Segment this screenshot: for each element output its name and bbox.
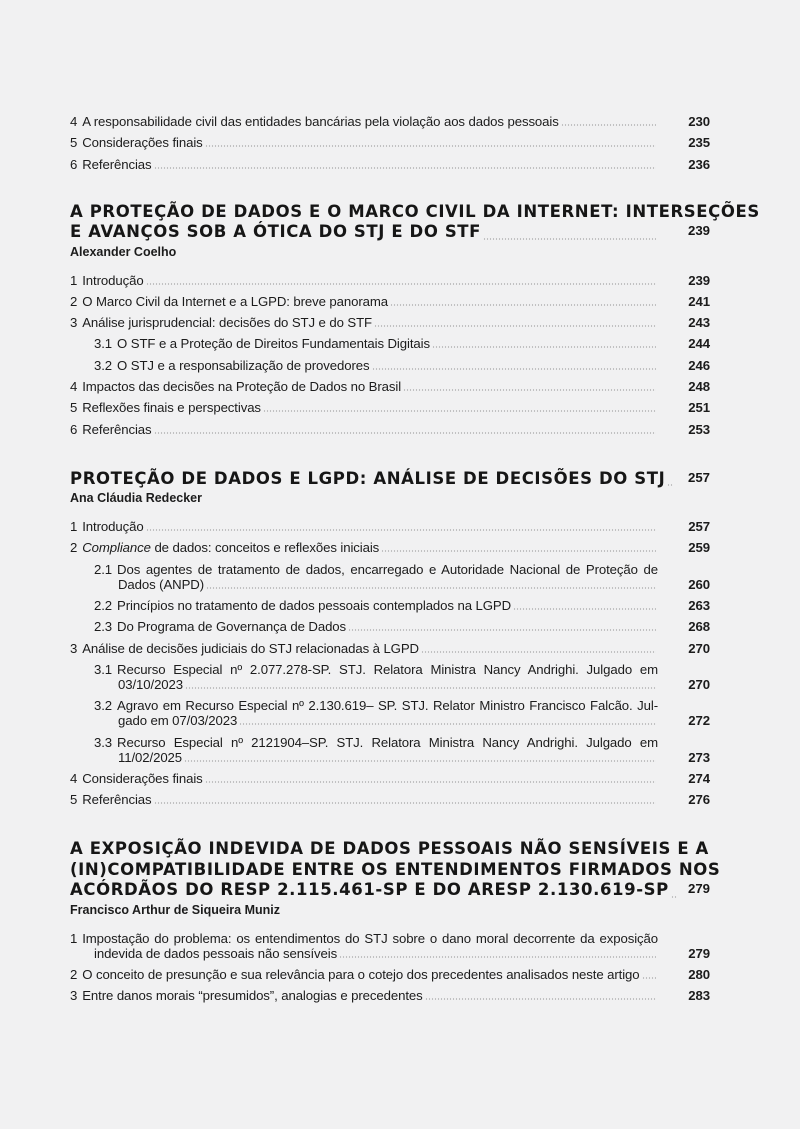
- toc-entry-title: Referências: [82, 156, 152, 172]
- toc-entry[interactable]: 1 Introdução 257: [70, 519, 710, 535]
- toc-page-number: 279: [688, 945, 710, 961]
- toc-page-number: 270: [688, 640, 710, 656]
- toc-subentry[interactable]: 3.2 O STJ e a responsabilização de provedores 246: [94, 357, 710, 373]
- chapter-title[interactable]: A PROTEÇÃO DE DADOS E O MARCO CIVIL DA INTERNET: INTERSEÇÕES E AVANÇOS SOB A ÓTICA DO STJ E DO STF 239: [70, 201, 760, 242]
- toc-entry[interactable]: 2 Compliance de dados: conceitos e reflexões iniciais 259: [70, 540, 710, 556]
- chapter-section: [70, 468, 710, 807]
- toc-page-number: 273: [688, 749, 710, 765]
- toc-page-number: 276: [688, 792, 710, 808]
- toc-entry[interactable]: 3 Análise de decisões judiciais do STJ relacionadas à LGPD 270: [70, 640, 710, 656]
- toc-page-number: 260: [688, 576, 710, 592]
- toc-page-number: 244: [688, 336, 710, 352]
- toc-entry[interactable]: 5 Considerações finais 235: [70, 135, 710, 151]
- chapter-title[interactable]: A EXPOSIÇÃO INDEVIDA DE DADOS PESSOAIS NÃO SENSÍVEIS E A (IN)COMPATIBILIDADE ENTRE OS ENTENDIMENTOS FIRMADOS NOS ACÓRDÃOS DO RESP 2.115.461-SP E DO ARESP 2.130.619-SP 279: [70, 839, 721, 900]
- chapter-page-number: 279: [687, 881, 710, 897]
- toc-page-number: 283: [688, 988, 710, 1004]
- toc-entry[interactable]: 4 Impactos das decisões na Proteção de Dados no Brasil 248: [70, 379, 710, 395]
- toc-subentry[interactable]: 3.1 O STF e a Proteção de Direitos Fundamentais Digitais 244: [94, 336, 710, 352]
- toc-page-number: 272: [688, 713, 710, 729]
- toc-page-number: 246: [688, 357, 710, 373]
- toc-entry[interactable]: 5 Reflexões finais e perspectivas 251: [70, 400, 710, 416]
- chapter-section: [70, 201, 760, 437]
- table-of-contents: [70, 114, 760, 1010]
- toc-entry[interactable]: 1 Impostação do problema: os entendimentos do STJ sobre o dano moral decorrente da exposição indevida de dados pessoais não sensíveis 279: [70, 930, 710, 961]
- toc-entry[interactable]: 5 Referências 276: [70, 792, 710, 808]
- toc-subentry[interactable]: 3.2 Agravo em Recurso Especial nº 2.130.619– SP. STJ. Relator Ministro Francisco Falcão. Jul- gado em 07/03/2023 272: [94, 698, 710, 729]
- toc-entry[interactable]: 6 Referências 253: [70, 421, 710, 437]
- chapter-page-number: 257: [687, 469, 710, 485]
- toc-entry[interactable]: 2 O Marco Civil da Internet e a LGPD: breve panorama 241: [70, 293, 710, 309]
- toc-page-number: 241: [688, 293, 710, 309]
- chapter-author: Alexander Coelho: [70, 244, 177, 259]
- toc-subentry[interactable]: 3.1 Recurso Especial nº 2.077.278-SP. STJ. Relatora Ministra Nancy Andrighi. Julgado em 03/10/2023 270: [94, 661, 710, 692]
- toc-page-number: 243: [688, 315, 710, 331]
- toc-entry-title: A responsabilidade civil das entidades bancárias pela violação aos dados pessoais: [82, 114, 559, 129]
- toc-subentry[interactable]: 2.2 Princípios no tratamento de dados pessoais contemplados na LGPD 263: [94, 598, 710, 614]
- toc-page-number: 251: [688, 400, 710, 416]
- toc-entry[interactable]: 4 Considerações finais 274: [70, 770, 710, 786]
- toc-entry[interactable]: 3 Análise jurisprudencial: decisões do STJ e do STF 243: [70, 315, 710, 331]
- chapter-author: Ana Cláudia Redecker: [70, 491, 202, 506]
- previous-chapter-entries: [70, 114, 710, 172]
- toc-entry[interactable]: 1 Introdução 239: [70, 272, 710, 288]
- toc-page-number: 257: [688, 519, 710, 535]
- chapter-page-number: 239: [687, 223, 710, 239]
- chapter-title[interactable]: PROTEÇÃO DE DADOS E LGPD: ANÁLISE DE DECISÕES DO STJ 257: [70, 468, 710, 488]
- toc-page-number: 280: [688, 966, 710, 982]
- toc-page-number: 248: [688, 379, 710, 395]
- toc-page-number: 239: [688, 272, 710, 288]
- chapter-author: Francisco Arthur de Siqueira Muniz: [70, 902, 280, 917]
- toc-entry-title: Considerações finais: [82, 135, 203, 151]
- toc-page-number: 230: [688, 114, 710, 129]
- toc-page-number: 235: [688, 135, 710, 151]
- toc-page-number: 259: [688, 540, 710, 556]
- toc-page-number: 268: [688, 619, 710, 635]
- toc-page-number: 263: [688, 598, 710, 614]
- toc-page-number: 270: [688, 676, 710, 692]
- toc-subentry[interactable]: 3.3 Recurso Especial nº 2121904–SP. STJ. Relatora Ministra Nancy Andrighi. Julgado em 11/02/2025 273: [94, 734, 710, 765]
- toc-subentry[interactable]: 2.1 Dos agentes de tratamento de dados, encarregado e Autoridade Nacional de Proteção de Dados (ANPD) 260: [94, 561, 710, 592]
- chapter-section: [70, 839, 721, 1004]
- toc-entry[interactable]: 3 Entre danos morais “presumidos”, analogias e precedentes 283: [70, 988, 710, 1004]
- toc-page-number: 253: [688, 421, 710, 437]
- toc-entry[interactable]: 6 Referências 236: [70, 156, 710, 172]
- toc-entry[interactable]: 2 O conceito de presunção e sua relevância para o cotejo dos precedentes analisados neste artigo 280: [70, 966, 710, 982]
- toc-subentry[interactable]: 2.3 Do Programa de Governança de Dados 268: [94, 619, 710, 635]
- toc-page-number: 236: [688, 156, 710, 172]
- toc-page-number: 274: [688, 770, 710, 786]
- toc-entry[interactable]: 4 A responsabilidade civil das entidades bancárias pela violação aos dados pessoais 230: [70, 114, 710, 129]
